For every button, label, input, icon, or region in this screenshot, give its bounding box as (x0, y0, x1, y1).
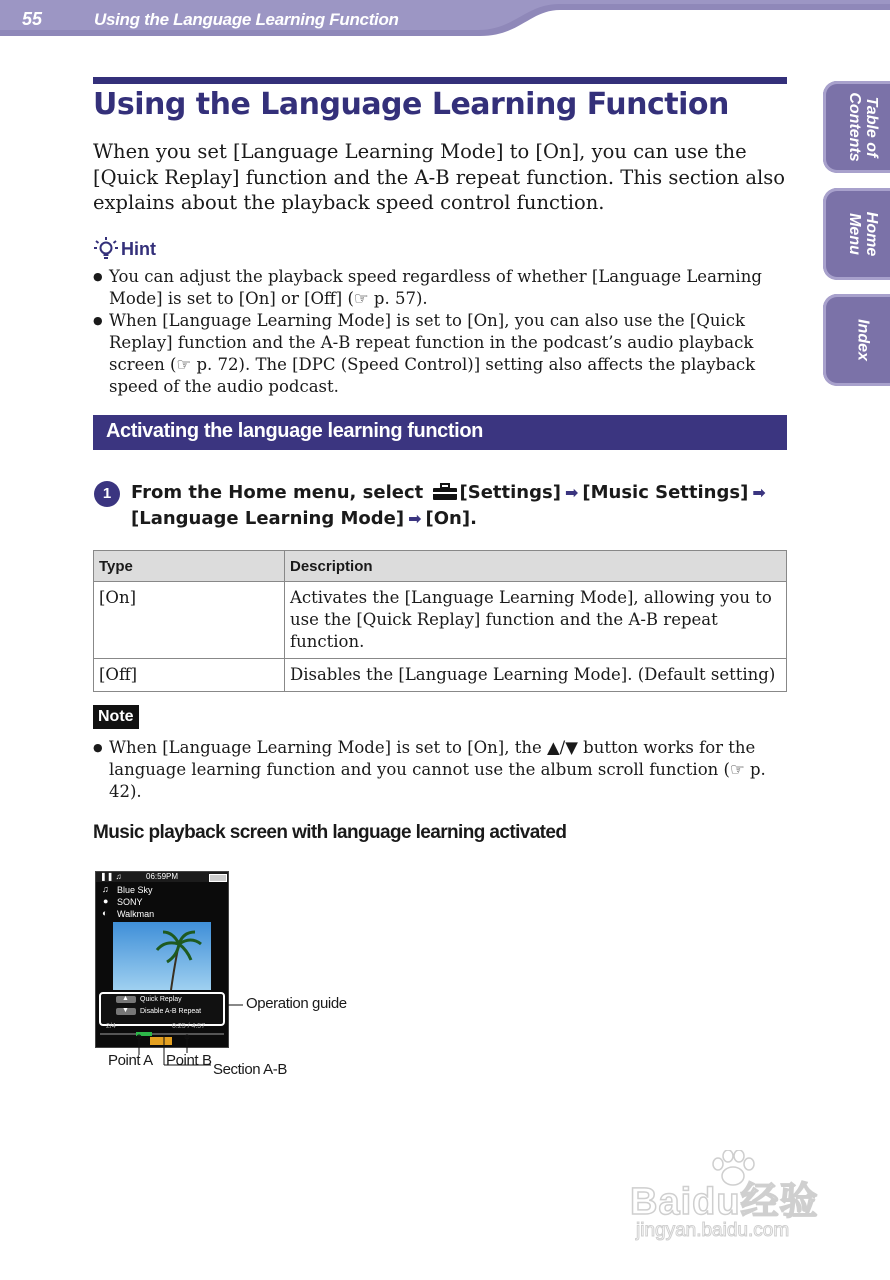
table-row (94, 659, 787, 692)
column-header: Description (285, 551, 787, 582)
section-header (93, 415, 787, 450)
step-settings: [Settings] (459, 482, 561, 503)
lightbulb-icon (93, 236, 119, 262)
track-name: Blue Sky (117, 885, 153, 895)
table-cell: Activates the [Language Learning Mode], allowing you to use the [Quick Replay] function and the A-B repeat function. (285, 582, 787, 659)
page-number: 55 (22, 9, 43, 29)
artist-name: SONY (117, 897, 143, 907)
page-title: Using the Language Learning Function (93, 87, 729, 122)
table-cell: Disables the [Language Learning Mode]. (Default setting) (285, 659, 787, 692)
play-status-icon: ❚❚ ♫ (100, 872, 122, 881)
watermark-url: jingyan.baidu.com (636, 1220, 790, 1241)
step-music-settings: [Music Settings] (582, 482, 749, 503)
tab-home-menu[interactable] (823, 188, 890, 280)
callout-section-ab: Section A-B (213, 1061, 287, 1078)
table-cell: [Off] (94, 659, 285, 692)
step-instruction (131, 480, 771, 532)
step-prefix: From the Home menu, select (131, 482, 424, 503)
table-cell: [On] (94, 582, 285, 659)
album-name: Walkman (117, 909, 155, 919)
table-row (94, 582, 787, 659)
title-rule (93, 77, 787, 84)
step-on: [On]. (425, 508, 477, 529)
callout-operation-guide: Operation guide (246, 995, 347, 1012)
album-art (113, 922, 211, 990)
list-item: ● When [Language Learning Mode] is set to [On], the ▲/▼ button works for the language learning function and you cannot use the album scroll function (☞ p. 42). (93, 737, 793, 803)
column-header: Type (94, 551, 285, 582)
tab-label: Home Menu (846, 211, 880, 257)
track-time: 0:25 / 4:57 (172, 1023, 206, 1030)
tab-index[interactable] (823, 294, 890, 386)
watermark (630, 1150, 840, 1250)
page-header (0, 0, 890, 36)
hint-list (93, 266, 793, 398)
guide-down-label: Disable A-B Repeat (140, 1008, 202, 1015)
note-icon: ♫ (102, 884, 109, 894)
guide-up-label: Quick Replay (140, 996, 182, 1003)
tab-label: Index (854, 319, 872, 361)
list-item: ● You can adjust the playback speed regardless of whether [Language Learning Mode] is set to [On] or [Off] (☞ p. 57). (93, 266, 793, 310)
mode-table (93, 550, 787, 692)
screen-heading: Music playback screen with language learning activated (93, 822, 567, 843)
up-arrow-icon: ▲ (122, 995, 129, 1002)
watermark-brand: Baidu经验 (630, 1181, 819, 1223)
note-label: Note (93, 705, 139, 729)
tab-table-of-contents[interactable] (823, 81, 890, 173)
step-number: 1 (94, 481, 120, 507)
arrow-right-icon: ➡ (752, 483, 766, 502)
arrow-right-icon: ➡ (408, 509, 422, 528)
battery-icon (209, 874, 227, 882)
hint-heading (93, 236, 156, 262)
clock: 06:59PM (146, 872, 179, 881)
header-title: Using the Language Learning Function (94, 10, 399, 29)
toolbox-icon (432, 483, 458, 501)
album-icon: ◐ (102, 908, 108, 918)
track-position: 2/4 (106, 1023, 116, 1030)
callout-point-b: Point B (166, 1052, 212, 1069)
callout-point-a: Point A (108, 1052, 153, 1069)
hint-label: Hint (121, 239, 156, 259)
arrow-right-icon: ➡ (564, 483, 579, 502)
artist-icon: ● (103, 896, 109, 906)
intro-paragraph: When you set [Language Learning Mode] to [On], you can use the [Quick Replay] function and the A-B repeat function. This section also explains about the playback speed control function. (93, 140, 785, 214)
table-header-row (94, 551, 787, 582)
note-list (93, 737, 793, 803)
section-title: Activating the language learning function (106, 420, 483, 442)
list-item: ● When [Language Learning Mode] is set to [On], you can also use the [Quick Replay] function and the A-B repeat function in the podcast’s audio playback screen (☞ p. 72). The [DPC (Speed Control)] setting also affects the playback speed of the audio podcast. (93, 310, 793, 398)
tab-label: Table of Contents (846, 92, 880, 162)
step-mode: [Language Learning Mode] (131, 508, 405, 529)
down-arrow-icon: ▼ (122, 1007, 129, 1014)
